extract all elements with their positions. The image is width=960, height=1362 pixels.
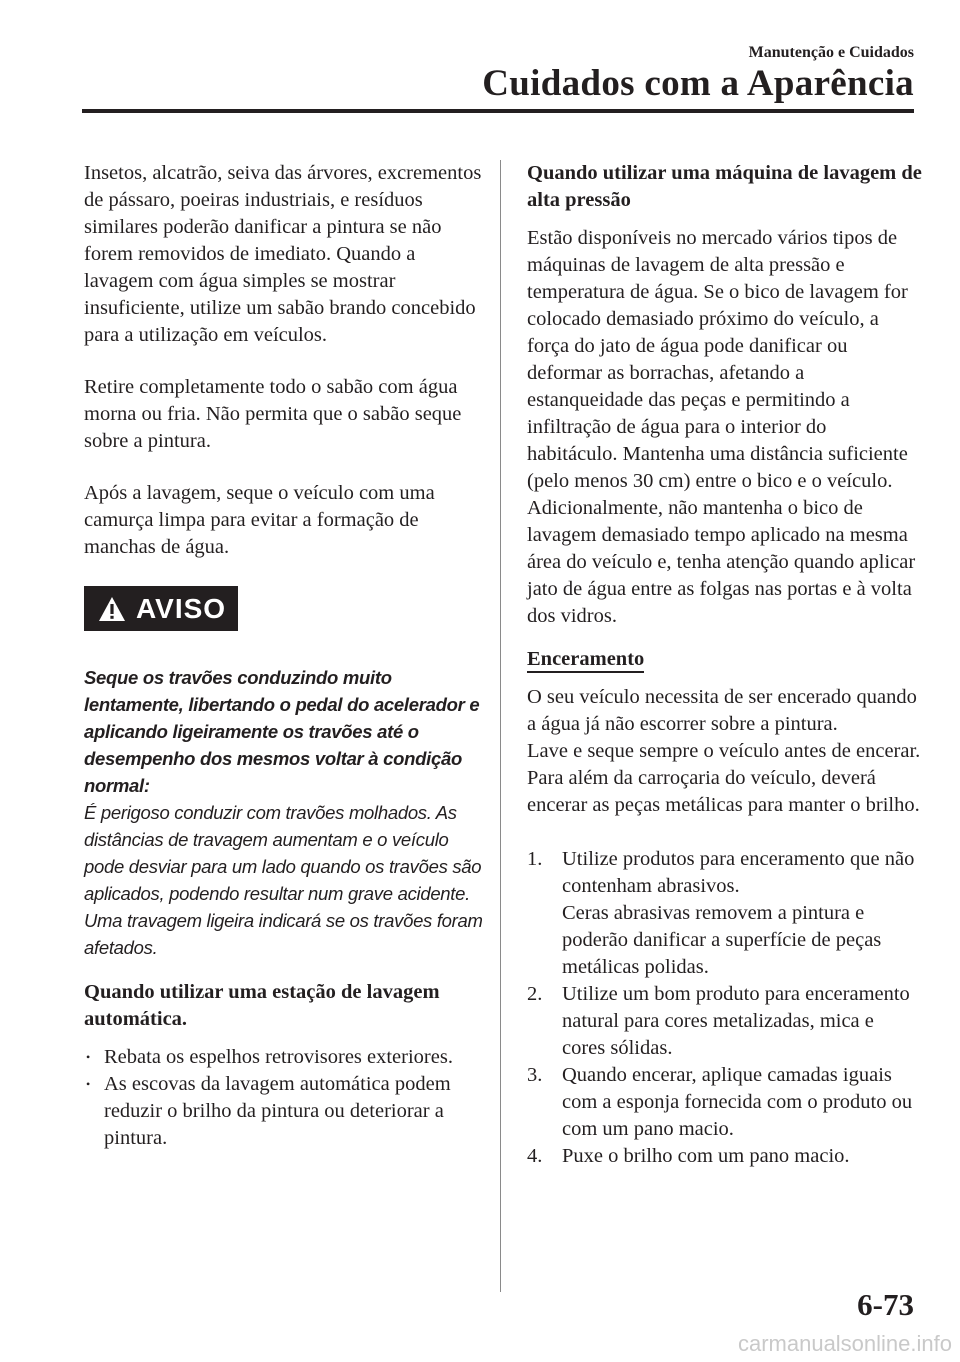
waxing-steps <box>527 846 922 1170</box>
list-item: • Rebata os espelhos retrovisores exteriores. <box>84 1044 484 1071</box>
running-header-section: Manutenção e Cuidados <box>748 44 914 61</box>
page-number: 6-73 <box>857 1287 914 1322</box>
step-body <box>562 846 922 981</box>
paragraph-dry: Após a lavagem, seque o veículo com uma camurça limpa para evitar a formação de manchas de água. <box>84 482 435 558</box>
step-text: Utilize produtos para enceramento que não contenham abrasivos. <box>562 848 915 897</box>
step-number: 1. <box>527 848 543 870</box>
pressure-wash-text: Estão disponíveis no mercado vários tipos de máquinas de lavagem de alta pressão e temperatura de água. Se o bico de lavagem for colocado demasiado próximo do veículo, a força do jato de água pode danificar ou deformar as borrachas, afetando a estanqueidade das peças e permitindo a infiltração de água para o interior do habitáculo. Mantenha uma distância suficiente (pelo menos 30 cm) entre o bico e o veículo. Adicionalmente, não mantenha o bico de lavagem demasiado tempo aplicado na mesma área do veículo e, tenha atenção quando aplicar jato de água entre as folgas nas portas e à volta dos vidros. <box>527 227 916 627</box>
list-item <box>527 1062 922 1143</box>
warning-triangle-icon <box>98 596 126 622</box>
watermark: carmanualsonline.info <box>737 1331 952 1356</box>
step-text: Quando encerar, aplique camadas iguais com a esponja fornecida com o produto ou com um pano macio. <box>562 1064 913 1140</box>
waxing-heading: Enceramento <box>527 647 644 673</box>
running-header-title: Cuidados com a Aparência <box>482 63 914 104</box>
warning-bold-text: Seque os travões conduzindo muito lentamente, libertando o pedal do acelerador e aplicando ligeiramente os travões até o desempenho dos mesmos voltar à condição normal: <box>84 667 480 796</box>
warning-badge <box>84 586 238 631</box>
warning-body-text: É perigoso conduzir com travões molhados. As distâncias de travagem aumentam e o veículo pode desviar para um lado quando os travões são aplicados, podendo resultar num grave acidente. Uma travagem ligeira indicará se os travões foram afetados. <box>84 802 483 958</box>
paragraph-rinse: Retire completamente todo o sabão com água morna ou fria. Não permita que o sabão seque sobre a pintura. <box>84 376 462 452</box>
step-number: 4. <box>527 1145 543 1167</box>
warning-label: AVISO <box>136 593 227 624</box>
paragraph-contaminants: Insetos, alcatrão, seiva das árvores, excrementos de pássaro, poeiras industriais, e resíduos similares poderão danificar a pintura se não forem removidos de imediato. Quando a lavagem com água simples se mostrar insuficiente, utilize um sabão brando concebido para a utilização em veículos. <box>84 162 482 346</box>
left-column <box>84 160 484 1152</box>
pressure-wash-heading: Quando utilizar uma máquina de lavagem de alta pressão <box>527 162 922 211</box>
step-number: 2. <box>527 983 543 1005</box>
list-item: • As escovas da lavagem automática podem reduzir o brilho da pintura ou deteriorar a pintura. <box>84 1071 484 1152</box>
header-rule <box>82 109 914 113</box>
column-divider <box>500 160 501 1292</box>
list-item <box>527 1143 922 1170</box>
warning-text <box>84 664 484 961</box>
right-column <box>527 160 922 1170</box>
car-wash-heading: Quando utilizar uma estação de lavagem automática. <box>84 981 440 1030</box>
waxing-text-2: Lave e seque sempre o veículo antes de encerar. Para além da carroçaria do veículo, deverá encerar as peças metálicas para manter o brilho. <box>527 740 921 816</box>
car-wash-bullets <box>84 1044 484 1152</box>
waxing-text-1: O seu veículo necessita de ser encerado quando a água já não escorrer sobre a pintura. <box>527 686 917 735</box>
list-item <box>527 981 922 1062</box>
step-text: Puxe o brilho com um pano macio. <box>562 1145 850 1167</box>
list-item <box>527 846 922 981</box>
step-note: Ceras abrasivas removem a pintura e poderão danificar a superfície de peças metálicas polidas. <box>562 902 882 978</box>
step-number: 3. <box>527 1064 543 1086</box>
step-text: Utilize um bom produto para enceramento natural para cores metalizadas, mica e cores sólidas. <box>562 983 910 1059</box>
